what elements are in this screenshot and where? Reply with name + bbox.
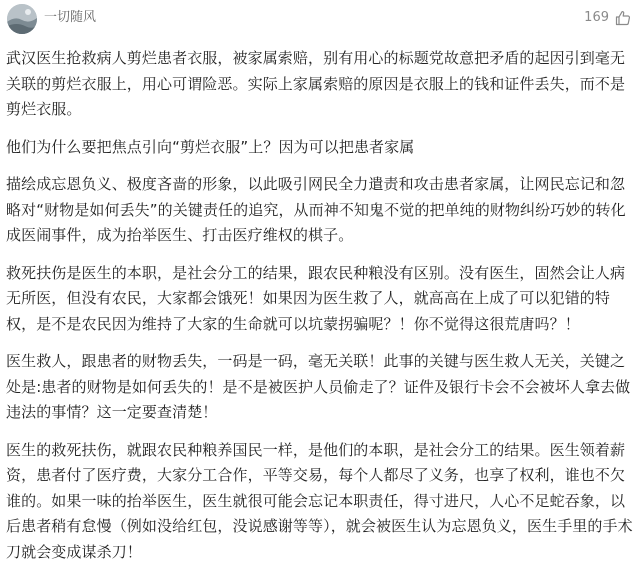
- thumbs-up-icon: [615, 10, 631, 26]
- like-button[interactable]: [584, 9, 631, 27]
- comment-header: [0, 0, 641, 36]
- comment-paragraph-5: 医生救人，跟患者的财物丢失，一码是一码，毫无关联！此事的关键与医生救人无关，关键之处是:患者的财物是如何丢失的！是不是被医护人员偷走了？证件及银行卡会不会被坏人拿去做违法的事情？这一定要查清楚！: [6, 352, 631, 421]
- avatar-image: [7, 4, 37, 34]
- comment-body: [6, 46, 636, 577]
- comment-paragraph-6: 医生的救死扶伤，就跟农民种粮养国民一样，是他们的本职，是社会分工的结果。医生领着薪资，患者付了医疗费，大家分工合作，平等交易，每个人都尽了义务，也享了权利，谁也不欠谁的。如果一味的抬举医生，医生就很可能会忘记本职责任，得寸进尺，人心不足蛇吞象，以后患者稍有怠慢（例如没给红包，没说感谢等等），就会被医生认为忘恩负义，医生手里的手术刀就会变成谋杀刀！: [6, 440, 633, 561]
- like-count: 169: [584, 10, 609, 25]
- comment-paragraph-4: 救死扶伤是医生的本职，是社会分工的结果，跟农民种粮没有区别。没有医生，固然会让人病无所医，但没有农民，大家都会饿死！如果因为医生救了人，就高高在上成了可以犯错的特权，是不是农民因为维持了大家的生命就可以坑蒙拐骗呢？！你不觉得这很荒唐吗？！: [6, 263, 626, 333]
- username[interactable]: 一切随风: [44, 10, 97, 25]
- comment-paragraph-2: 他们为什么要把焦点引向“剪烂衣服”上？因为可以把患者家属: [6, 137, 415, 156]
- comment-paragraph-1: 武汉医生抢救病人剪烂患者衣服，被家属索赔，别有用心的标题党故意把矛盾的起因引到毫无关联的剪烂衣服上，用心可谓险恶。实际上家属索赔的原因是衣服上的钱和证件丢失，而不是剪烂衣服。: [6, 49, 626, 118]
- avatar[interactable]: [7, 4, 37, 34]
- comment-paragraph-3: 描绘成忘恩负义、极度吝啬的形象，以此吸引网民全力遣责和攻击患者家属，让网民忘记和忽略对“财物是如何丢失”的关键责任的追究，从而神不知鬼不觉的把单纯的财物纠纷巧妙的转化成医闹事件，成为抬举医生、打击医疗维权的棋子。: [6, 175, 626, 244]
